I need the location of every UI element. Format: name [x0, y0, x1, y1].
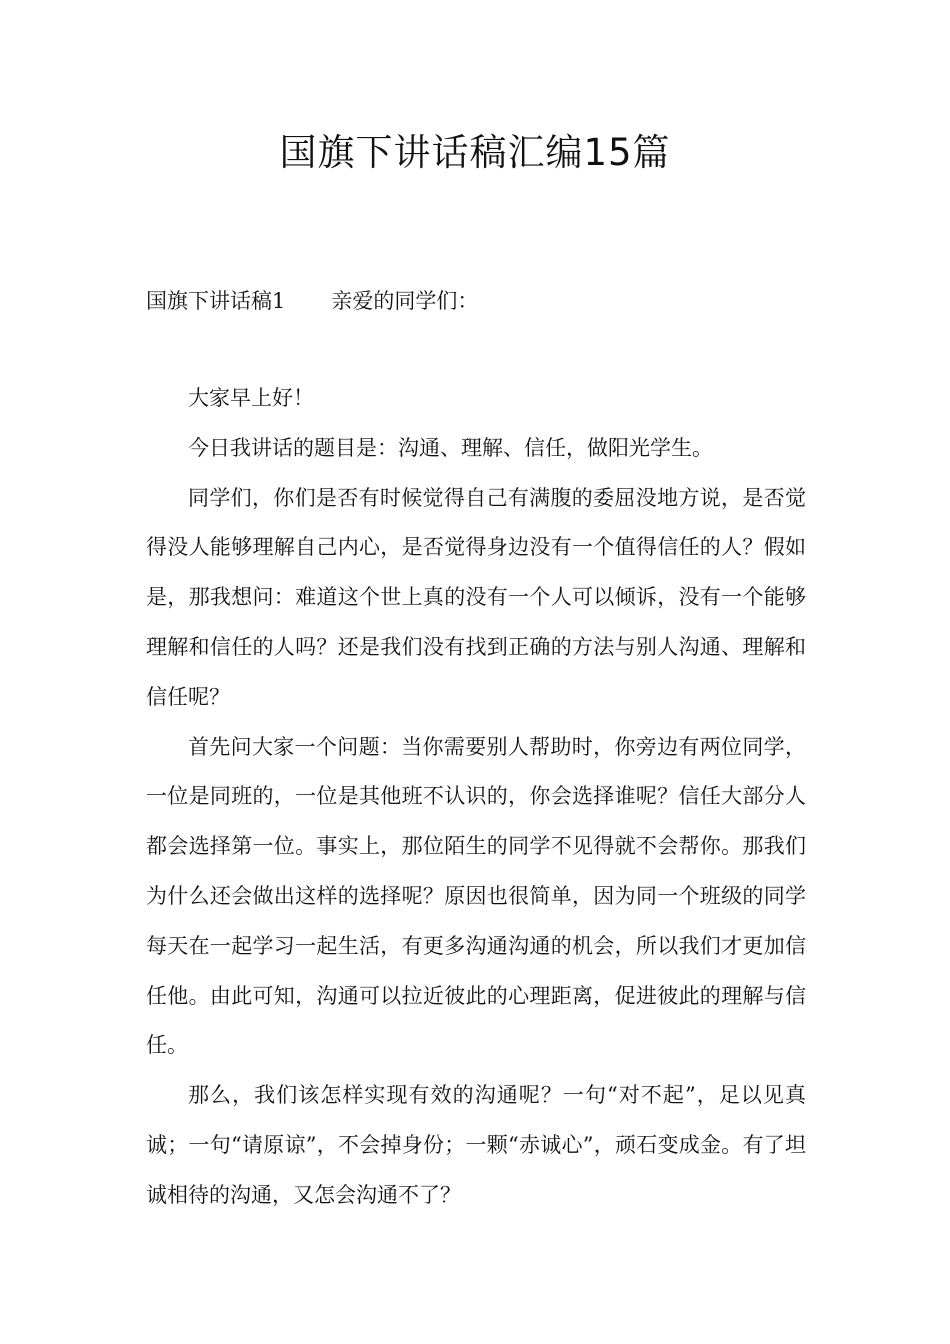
section-label: 国旗下讲话稿1	[146, 289, 286, 313]
salutation: 亲爱的同学们：	[331, 289, 479, 313]
speech-heading-line	[146, 284, 478, 318]
paragraph-example: 首先问大家一个问题：当你需要别人帮助时，你旁边有两位同学，一位是同班的，一位是其他班不认识的，你会选择谁呢？信任大部分人都会选择第一位。事实上，那位陌生的同学不见得就不会帮你。那我们为什么还会做出这样的选择呢？原因也很简单，因为同一个班级的同学每天在一起学习一起生活，有更多沟通沟通的机会，所以我们才更加信任他。由此可知，沟通可以拉近彼此的心理距离，促进彼此的理解与信任。	[146, 734, 806, 1058]
paragraph-method: 那么，我们该怎样实现有效的沟通呢？一句“对不起”，足以见真诚；一句“请原谅”，不会掉身份；一颗“赤诚心”，顽石变成金。有了坦诚相待的沟通，又怎会沟通不了？	[146, 1083, 806, 1207]
paragraph-topic: 今日我讲话的题目是：沟通、理解、信任，做阳光学生。	[188, 435, 713, 460]
document-title: 国旗下讲话稿汇编15篇	[279, 131, 671, 174]
paragraph-question: 同学们，你们是否有时候觉得自己有满腹的委屈没地方说，是否觉得没人能够理解自己内心，是否觉得身边没有一个值得信任的人？假如是，那我想问：难道这个世上真的没有一个人可以倾诉，没有一个能够理解和信任的人吗？还是我们没有找到正确的方法与别人沟通、理解和信任呢？	[146, 485, 806, 709]
paragraph-greeting: 大家早上好！	[188, 386, 314, 410]
document-body	[146, 374, 806, 1221]
